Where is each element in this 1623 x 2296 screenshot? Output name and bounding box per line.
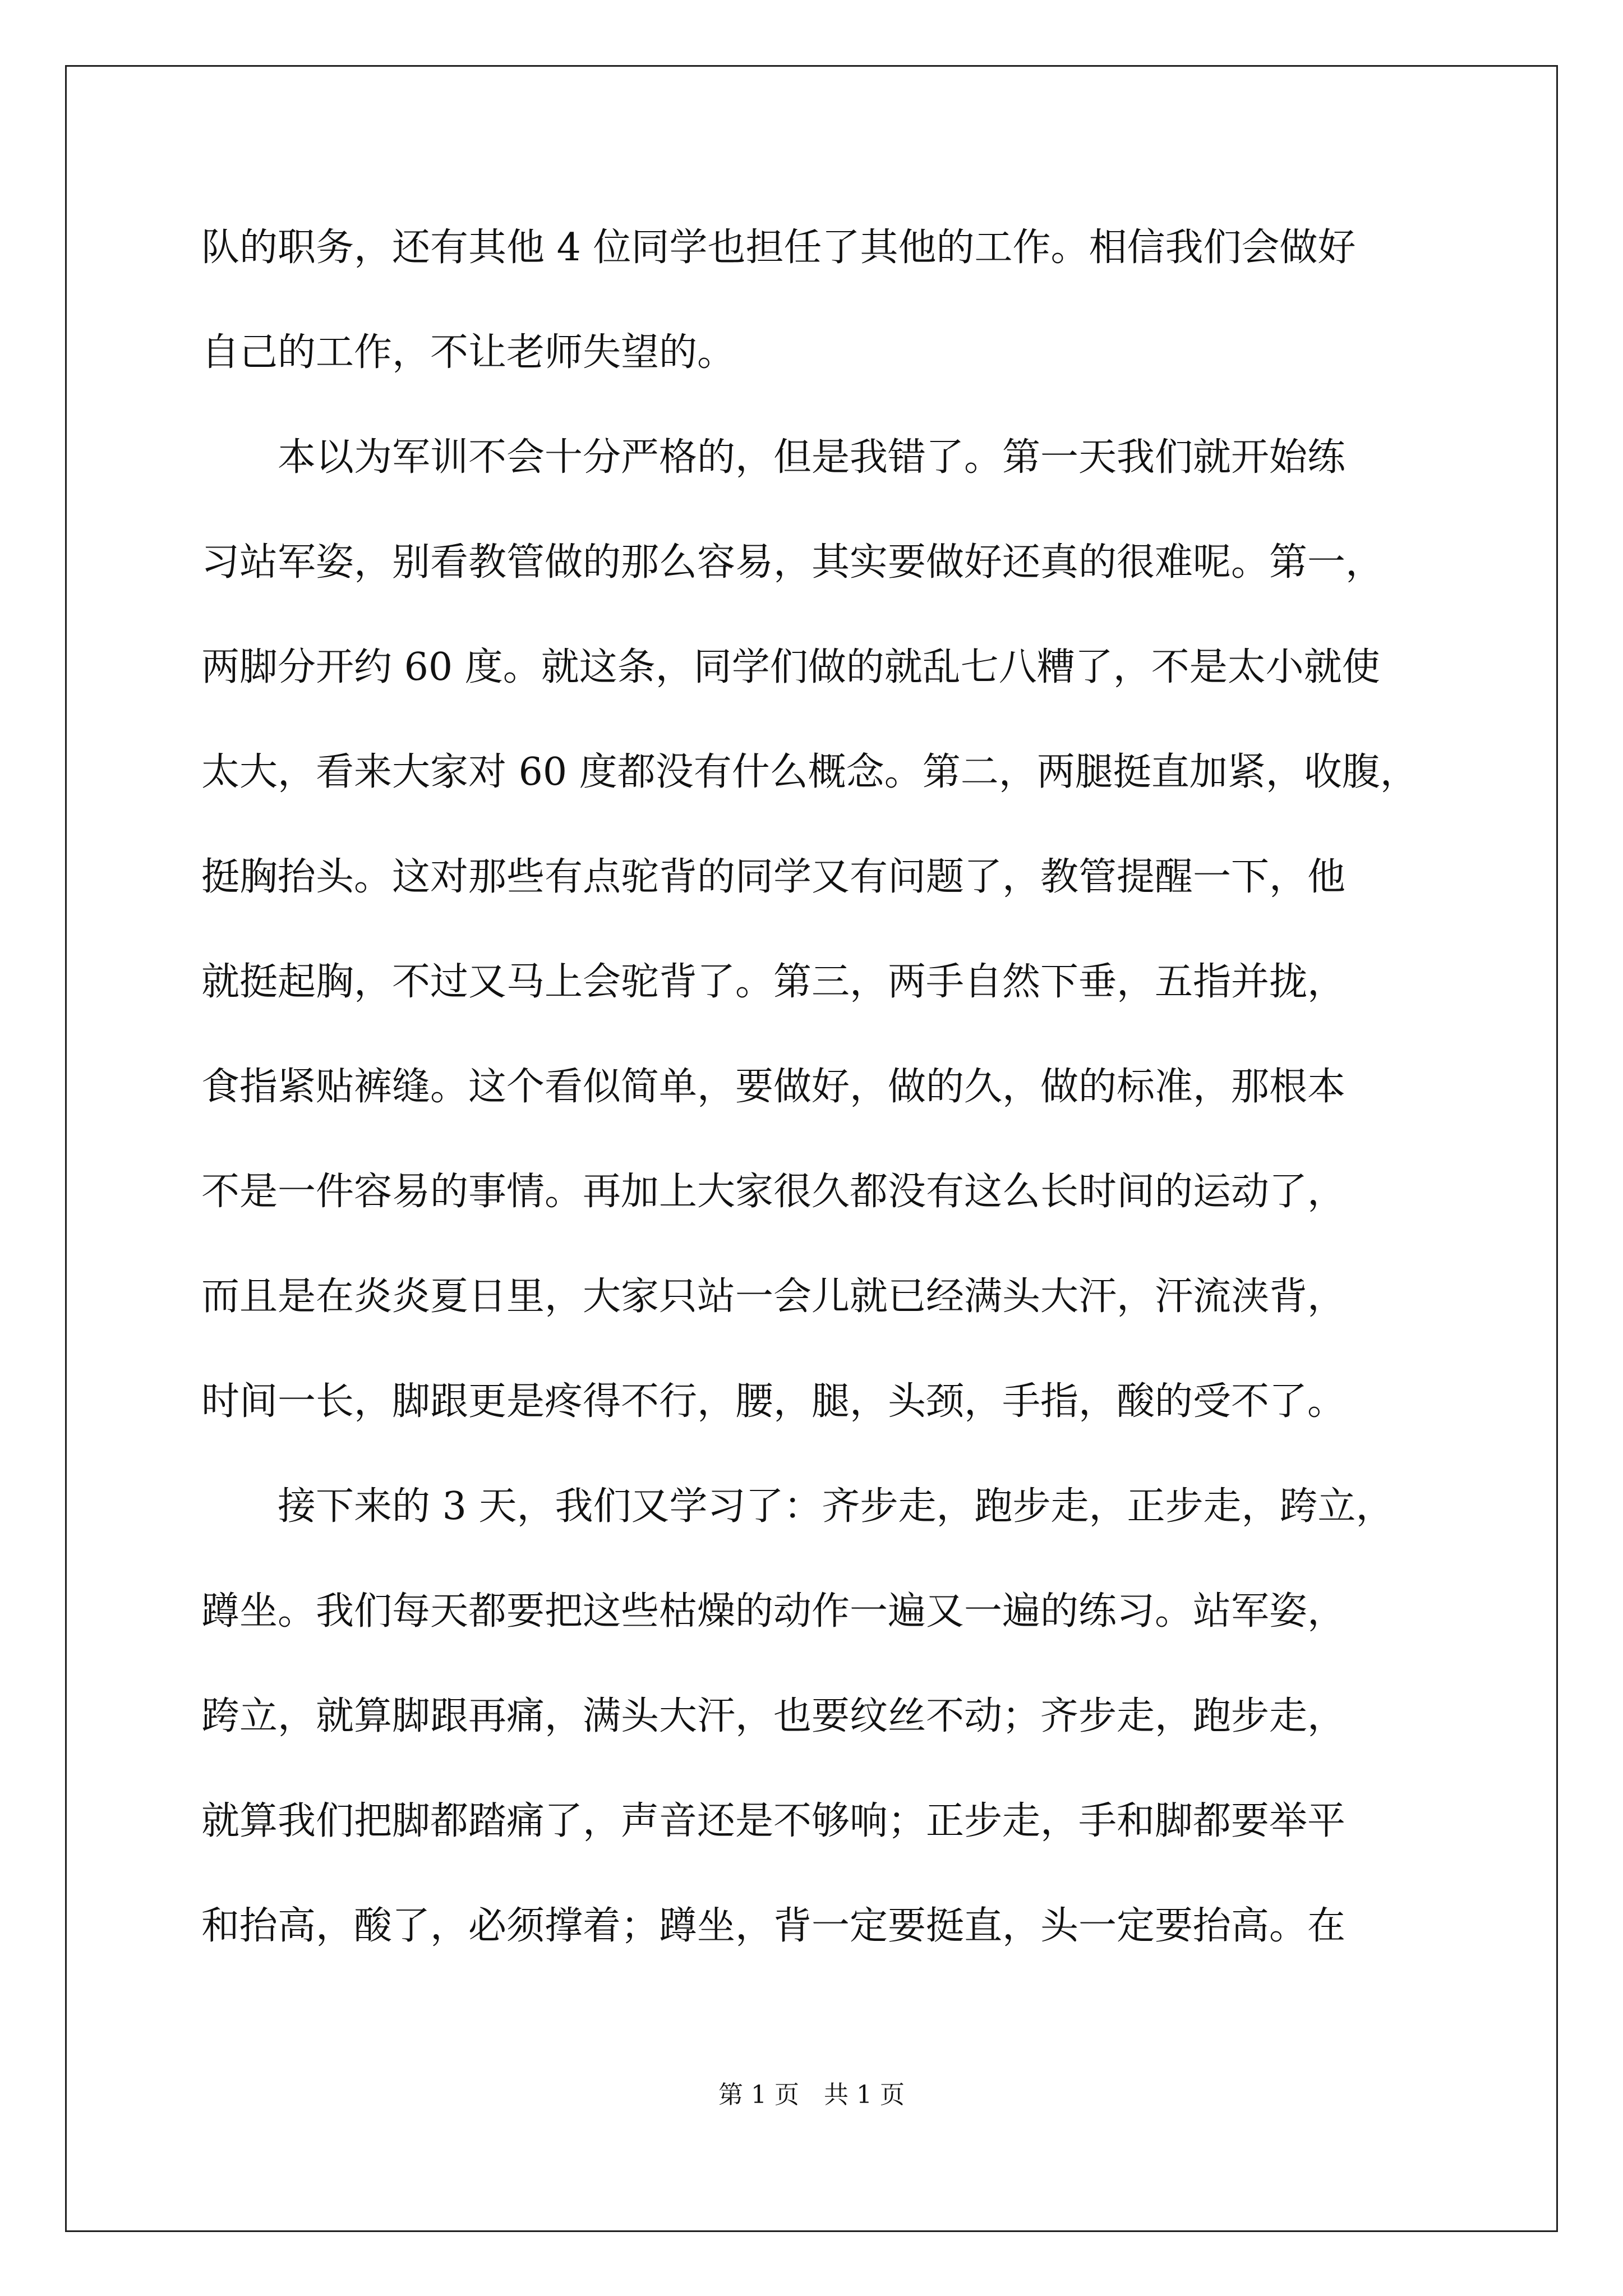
text-line: 习站军姿，别看教管做的那么容易，其实要做好还真的很难呢。第一， (201, 540, 1384, 585)
text-line: 太大，看来大家对 60 度都没有什么概念。第二，两腿挺直加紧，收腹， (201, 750, 1418, 794)
text-line: 自己的工作，不让老师失望的。 (201, 330, 736, 375)
text-line: 挺胸抬头。这对那些有点驼背的同学又有问题了，教管提醒一下，他 (201, 855, 1346, 899)
text-line: 两脚分开约 60 度。就这条，同学们做的就乱七八糟了，不是太小就使 (201, 645, 1380, 689)
text-line: 就挺起胸，不过又马上会驼背了。第三，两手自然下垂，五指并拢， (201, 960, 1346, 1004)
text-line: 蹲坐。我们每天都要把这些枯燥的动作一遍又一遍的练习。站军姿， (201, 1589, 1346, 1634)
text-line: 食指紧贴裤缝。这个看似简单，要做好，做的久，做的标准，那根本 (201, 1065, 1346, 1109)
paragraph-start-line: 接下来的 3 天，我们又学习了：齐步走，跑步走，正步走，跨立， (278, 1484, 1394, 1529)
text-line: 和抬高，酸了，必须撑着；蹲坐，背一定要挺直，头一定要抬高。在 (201, 1904, 1346, 1948)
text-line: 队的职务，还有其他 4 位同学也担任了其他的工作。相信我们会做好 (201, 226, 1356, 270)
text-line: 而且是在炎炎夏日里，大家只站一会儿就已经满头大汗，汗流浃背， (201, 1274, 1346, 1319)
text-line: 不是一件容易的事情。再加上大家很久都没有这么长时间的运动了， (201, 1170, 1346, 1214)
text-line: 就算我们把脚都踏痛了，声音还是不够响；正步走，手和脚都要举平 (201, 1799, 1346, 1843)
text-line: 时间一长，脚跟更是疼得不行，腰，腿，头颈，手指，酸的受不了。 (201, 1379, 1346, 1424)
page-number-footer: 第 1 页 共 1 页 (718, 2081, 905, 2109)
text-line: 跨立，就算脚跟再痛，满头大汗，也要纹丝不动；齐步走，跑步走， (201, 1694, 1346, 1738)
paragraph-start-line: 本以为军训不会十分严格的，但是我错了。第一天我们就开始练 (278, 435, 1346, 480)
